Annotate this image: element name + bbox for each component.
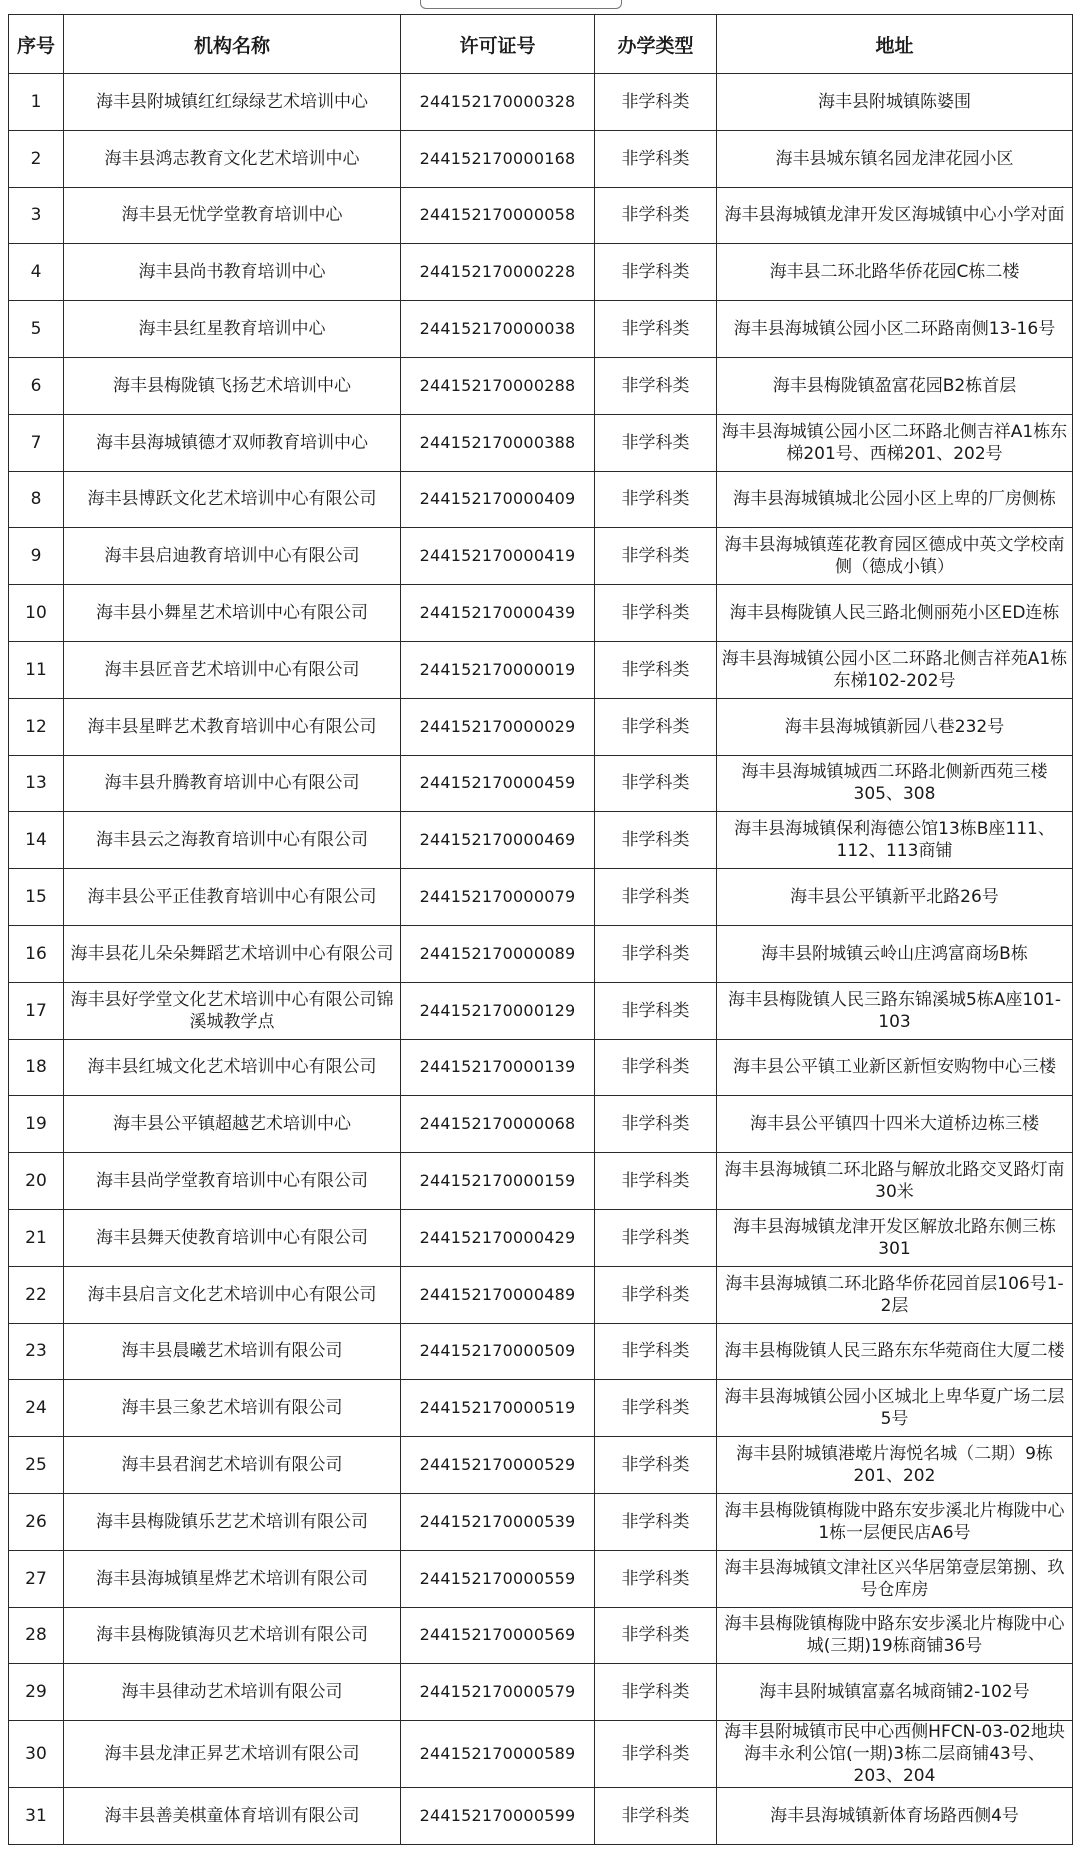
cell-license-number: 244152170000469 (401, 812, 595, 869)
table-row (9, 1607, 1073, 1664)
cell-school-type: 非学科类 (595, 414, 717, 471)
cell-school-type: 非学科类 (595, 641, 717, 698)
cell-license-number: 244152170000559 (401, 1550, 595, 1607)
cell-no: 21 (9, 1209, 64, 1266)
cell-address: 海丰县公平镇工业新区新恒安购物中心三楼 (717, 1039, 1073, 1096)
table-row (9, 1039, 1073, 1096)
cell-school-type: 非学科类 (595, 528, 717, 585)
cell-school-type: 非学科类 (595, 130, 717, 187)
table-header (9, 15, 1073, 74)
cell-address: 海丰县梅陇镇梅陇中路东安步溪北片梅陇中心城(三期)19栋商铺36号 (717, 1607, 1073, 1664)
cell-institution-name: 海丰县晨曦艺术培训有限公司 (64, 1323, 401, 1380)
header-license: 许可证号 (401, 15, 595, 74)
cell-address: 海丰县附城镇港墘片海悦名城（二期）9栋201、202 (717, 1437, 1073, 1494)
header-row (9, 15, 1073, 74)
table-row (9, 698, 1073, 755)
table-body (9, 74, 1073, 1845)
cell-address: 海丰县附城镇市民中心西侧HFCN-03-02地块海丰永利公馆(一期)3栋二层商铺43号、203、204 (717, 1721, 1073, 1788)
cell-institution-name: 海丰县无忧学堂教育培训中心 (64, 187, 401, 244)
cell-no: 26 (9, 1493, 64, 1550)
cell-institution-name: 海丰县梅陇镇海贝艺术培训有限公司 (64, 1607, 401, 1664)
cell-institution-name: 海丰县君润艺术培训有限公司 (64, 1437, 401, 1494)
page-top-edge-decoration (420, 0, 622, 9)
cell-address: 海丰县海城镇公园小区二环路北侧吉祥A1栋东梯201号、西梯201、202号 (717, 414, 1073, 471)
cell-address: 海丰县公平镇新平北路26号 (717, 869, 1073, 926)
table-row (9, 1266, 1073, 1323)
cell-school-type: 非学科类 (595, 1323, 717, 1380)
header-name: 机构名称 (64, 15, 401, 74)
cell-no: 4 (9, 244, 64, 301)
cell-license-number: 244152170000019 (401, 641, 595, 698)
table-row (9, 1788, 1073, 1845)
table-row (9, 1721, 1073, 1788)
cell-institution-name: 海丰县海城镇德才双师教育培训中心 (64, 414, 401, 471)
cell-address: 海丰县海城镇公园小区城北上卑华夏广场二层5号 (717, 1380, 1073, 1437)
cell-school-type: 非学科类 (595, 812, 717, 869)
cell-license-number: 244152170000029 (401, 698, 595, 755)
cell-school-type: 非学科类 (595, 585, 717, 642)
cell-address: 海丰县梅陇镇人民三路北侧丽苑小区ED连栋 (717, 585, 1073, 642)
cell-no: 23 (9, 1323, 64, 1380)
cell-license-number: 244152170000489 (401, 1266, 595, 1323)
cell-address: 海丰县海城镇二环北路华侨花园首层106号1-2层 (717, 1266, 1073, 1323)
cell-institution-name: 海丰县匠音艺术培训中心有限公司 (64, 641, 401, 698)
table-row (9, 1096, 1073, 1153)
institution-table-container (8, 14, 1072, 1845)
cell-license-number: 244152170000388 (401, 414, 595, 471)
institution-table (8, 14, 1073, 1845)
cell-no: 16 (9, 925, 64, 982)
cell-institution-name: 海丰县红星教育培训中心 (64, 301, 401, 358)
cell-no: 29 (9, 1664, 64, 1721)
cell-license-number: 244152170000288 (401, 357, 595, 414)
cell-address: 海丰县梅陇镇盈富花园B2栋首层 (717, 357, 1073, 414)
table-row (9, 130, 1073, 187)
cell-license-number: 244152170000089 (401, 925, 595, 982)
cell-no: 20 (9, 1153, 64, 1210)
cell-license-number: 244152170000439 (401, 585, 595, 642)
cell-no: 19 (9, 1096, 64, 1153)
cell-address: 海丰县附城镇富嘉名城商铺2-102号 (717, 1664, 1073, 1721)
cell-school-type: 非学科类 (595, 925, 717, 982)
cell-institution-name: 海丰县花儿朵朵舞蹈艺术培训中心有限公司 (64, 925, 401, 982)
header-no: 序号 (9, 15, 64, 74)
cell-license-number: 244152170000529 (401, 1437, 595, 1494)
cell-school-type: 非学科类 (595, 755, 717, 812)
cell-no: 17 (9, 982, 64, 1039)
table-row (9, 301, 1073, 358)
cell-address: 海丰县梅陇镇人民三路东东华菀商住大厦二楼 (717, 1323, 1073, 1380)
cell-address: 海丰县梅陇镇人民三路东锦溪城5栋A座101-103 (717, 982, 1073, 1039)
cell-address: 海丰县海城镇城西二环路北侧新西苑三楼305、308 (717, 755, 1073, 812)
cell-no: 10 (9, 585, 64, 642)
cell-license-number: 244152170000328 (401, 74, 595, 131)
cell-school-type: 非学科类 (595, 1437, 717, 1494)
cell-school-type: 非学科类 (595, 1039, 717, 1096)
cell-license-number: 244152170000519 (401, 1380, 595, 1437)
cell-license-number: 244152170000068 (401, 1096, 595, 1153)
cell-no: 14 (9, 812, 64, 869)
cell-address: 海丰县海城镇新体育场路西侧4号 (717, 1788, 1073, 1845)
table-row (9, 74, 1073, 131)
cell-address: 海丰县海城镇城北公园小区上卑的厂房侧栋 (717, 471, 1073, 528)
cell-school-type: 非学科类 (595, 471, 717, 528)
cell-school-type: 非学科类 (595, 1380, 717, 1437)
cell-no: 30 (9, 1721, 64, 1788)
cell-address: 海丰县公平镇四十四米大道桥边栋三楼 (717, 1096, 1073, 1153)
cell-school-type: 非学科类 (595, 74, 717, 131)
cell-no: 28 (9, 1607, 64, 1664)
cell-address: 海丰县海城镇二环北路与解放北路交叉路灯南30米 (717, 1153, 1073, 1210)
table-row (9, 812, 1073, 869)
cell-institution-name: 海丰县小舞星艺术培训中心有限公司 (64, 585, 401, 642)
header-type: 办学类型 (595, 15, 717, 74)
cell-license-number: 244152170000168 (401, 130, 595, 187)
cell-school-type: 非学科类 (595, 1721, 717, 1788)
cell-no: 11 (9, 641, 64, 698)
cell-address: 海丰县二环北路华侨花园C栋二楼 (717, 244, 1073, 301)
cell-license-number: 244152170000058 (401, 187, 595, 244)
cell-address: 海丰县海城镇龙津开发区解放北路东侧三栋301 (717, 1209, 1073, 1266)
cell-no: 22 (9, 1266, 64, 1323)
cell-license-number: 244152170000419 (401, 528, 595, 585)
cell-school-type: 非学科类 (595, 1550, 717, 1607)
cell-no: 7 (9, 414, 64, 471)
table-row (9, 528, 1073, 585)
cell-address: 海丰县海城镇新园八巷232号 (717, 698, 1073, 755)
cell-address: 海丰县海城镇保利海德公馆13栋B座111、112、113商铺 (717, 812, 1073, 869)
cell-no: 6 (9, 357, 64, 414)
cell-school-type: 非学科类 (595, 1266, 717, 1323)
table-row (9, 414, 1073, 471)
table-row (9, 869, 1073, 926)
cell-institution-name: 海丰县海城镇星烨艺术培训有限公司 (64, 1550, 401, 1607)
cell-school-type: 非学科类 (595, 1096, 717, 1153)
cell-institution-name: 海丰县舞天使教育培训中心有限公司 (64, 1209, 401, 1266)
cell-no: 27 (9, 1550, 64, 1607)
cell-no: 5 (9, 301, 64, 358)
cell-no: 15 (9, 869, 64, 926)
table-row (9, 1550, 1073, 1607)
table-row (9, 357, 1073, 414)
table-row (9, 641, 1073, 698)
cell-institution-name: 海丰县三象艺术培训有限公司 (64, 1380, 401, 1437)
table-row (9, 187, 1073, 244)
table-row (9, 585, 1073, 642)
cell-school-type: 非学科类 (595, 1788, 717, 1845)
table-row (9, 1664, 1073, 1721)
cell-license-number: 244152170000159 (401, 1153, 595, 1210)
cell-no: 9 (9, 528, 64, 585)
cell-institution-name: 海丰县红城文化艺术培训中心有限公司 (64, 1039, 401, 1096)
cell-address: 海丰县海城镇公园小区二环路南侧13-16号 (717, 301, 1073, 358)
cell-license-number: 244152170000129 (401, 982, 595, 1039)
cell-institution-name: 海丰县公平镇超越艺术培训中心 (64, 1096, 401, 1153)
cell-no: 3 (9, 187, 64, 244)
cell-address: 海丰县海城镇龙津开发区海城镇中心小学对面 (717, 187, 1073, 244)
cell-school-type: 非学科类 (595, 357, 717, 414)
cell-institution-name: 海丰县星畔艺术教育培训中心有限公司 (64, 698, 401, 755)
cell-institution-name: 海丰县博跃文化艺术培训中心有限公司 (64, 471, 401, 528)
cell-address: 海丰县梅陇镇梅陇中路东安步溪北片梅陇中心1栋一层便民店A6号 (717, 1493, 1073, 1550)
cell-address: 海丰县海城镇文津社区兴华居第壹层第捌、玖号仓库房 (717, 1550, 1073, 1607)
cell-school-type: 非学科类 (595, 698, 717, 755)
cell-license-number: 244152170000038 (401, 301, 595, 358)
table-row (9, 982, 1073, 1039)
cell-institution-name: 海丰县尚学堂教育培训中心有限公司 (64, 1153, 401, 1210)
cell-institution-name: 海丰县升腾教育培训中心有限公司 (64, 755, 401, 812)
cell-license-number: 244152170000079 (401, 869, 595, 926)
table-row (9, 471, 1073, 528)
cell-address: 海丰县海城镇公园小区二环路北侧吉祥苑A1栋东梯102-202号 (717, 641, 1073, 698)
cell-institution-name: 海丰县梅陇镇飞扬艺术培训中心 (64, 357, 401, 414)
cell-no: 8 (9, 471, 64, 528)
cell-school-type: 非学科类 (595, 1493, 717, 1550)
cell-institution-name: 海丰县律动艺术培训有限公司 (64, 1664, 401, 1721)
cell-no: 13 (9, 755, 64, 812)
cell-no: 24 (9, 1380, 64, 1437)
cell-institution-name: 海丰县启迪教育培训中心有限公司 (64, 528, 401, 585)
cell-license-number: 244152170000539 (401, 1493, 595, 1550)
cell-institution-name: 海丰县好学堂文化艺术培训中心有限公司锦溪城教学点 (64, 982, 401, 1039)
cell-institution-name: 海丰县龙津正昇艺术培训有限公司 (64, 1721, 401, 1788)
cell-license-number: 244152170000228 (401, 244, 595, 301)
cell-address: 海丰县附城镇陈婆围 (717, 74, 1073, 131)
cell-institution-name: 海丰县附城镇红红绿绿艺术培训中心 (64, 74, 401, 131)
cell-license-number: 244152170000509 (401, 1323, 595, 1380)
cell-school-type: 非学科类 (595, 1607, 717, 1664)
cell-no: 31 (9, 1788, 64, 1845)
table-row (9, 755, 1073, 812)
cell-institution-name: 海丰县公平正佳教育培训中心有限公司 (64, 869, 401, 926)
table-row (9, 1437, 1073, 1494)
cell-no: 12 (9, 698, 64, 755)
cell-license-number: 244152170000599 (401, 1788, 595, 1845)
cell-address: 海丰县城东镇名园龙津花园小区 (717, 130, 1073, 187)
cell-no: 1 (9, 74, 64, 131)
cell-institution-name: 海丰县鸿志教育文化艺术培训中心 (64, 130, 401, 187)
cell-institution-name: 海丰县尚书教育培训中心 (64, 244, 401, 301)
table-row (9, 925, 1073, 982)
cell-school-type: 非学科类 (595, 244, 717, 301)
table-row (9, 1209, 1073, 1266)
table-row (9, 1153, 1073, 1210)
table-row (9, 1493, 1073, 1550)
cell-license-number: 244152170000569 (401, 1607, 595, 1664)
table-row (9, 1380, 1073, 1437)
cell-license-number: 244152170000459 (401, 755, 595, 812)
cell-license-number: 244152170000139 (401, 1039, 595, 1096)
table-row (9, 1323, 1073, 1380)
cell-institution-name: 海丰县梅陇镇乐艺艺术培训有限公司 (64, 1493, 401, 1550)
table-row (9, 244, 1073, 301)
cell-institution-name: 海丰县云之海教育培训中心有限公司 (64, 812, 401, 869)
cell-school-type: 非学科类 (595, 1664, 717, 1721)
cell-school-type: 非学科类 (595, 869, 717, 926)
cell-school-type: 非学科类 (595, 982, 717, 1039)
cell-school-type: 非学科类 (595, 1153, 717, 1210)
cell-address: 海丰县海城镇莲花教育园区德成中英文学校南侧（德成小镇） (717, 528, 1073, 585)
cell-school-type: 非学科类 (595, 1209, 717, 1266)
cell-license-number: 244152170000429 (401, 1209, 595, 1266)
cell-license-number: 244152170000409 (401, 471, 595, 528)
cell-license-number: 244152170000579 (401, 1664, 595, 1721)
cell-school-type: 非学科类 (595, 187, 717, 244)
cell-school-type: 非学科类 (595, 301, 717, 358)
cell-institution-name: 海丰县善美棋童体育培训有限公司 (64, 1788, 401, 1845)
cell-institution-name: 海丰县启言文化艺术培训中心有限公司 (64, 1266, 401, 1323)
header-address: 地址 (717, 15, 1073, 74)
cell-address: 海丰县附城镇云岭山庄鸿富商场B栋 (717, 925, 1073, 982)
cell-no: 25 (9, 1437, 64, 1494)
cell-license-number: 244152170000589 (401, 1721, 595, 1788)
cell-no: 2 (9, 130, 64, 187)
cell-no: 18 (9, 1039, 64, 1096)
